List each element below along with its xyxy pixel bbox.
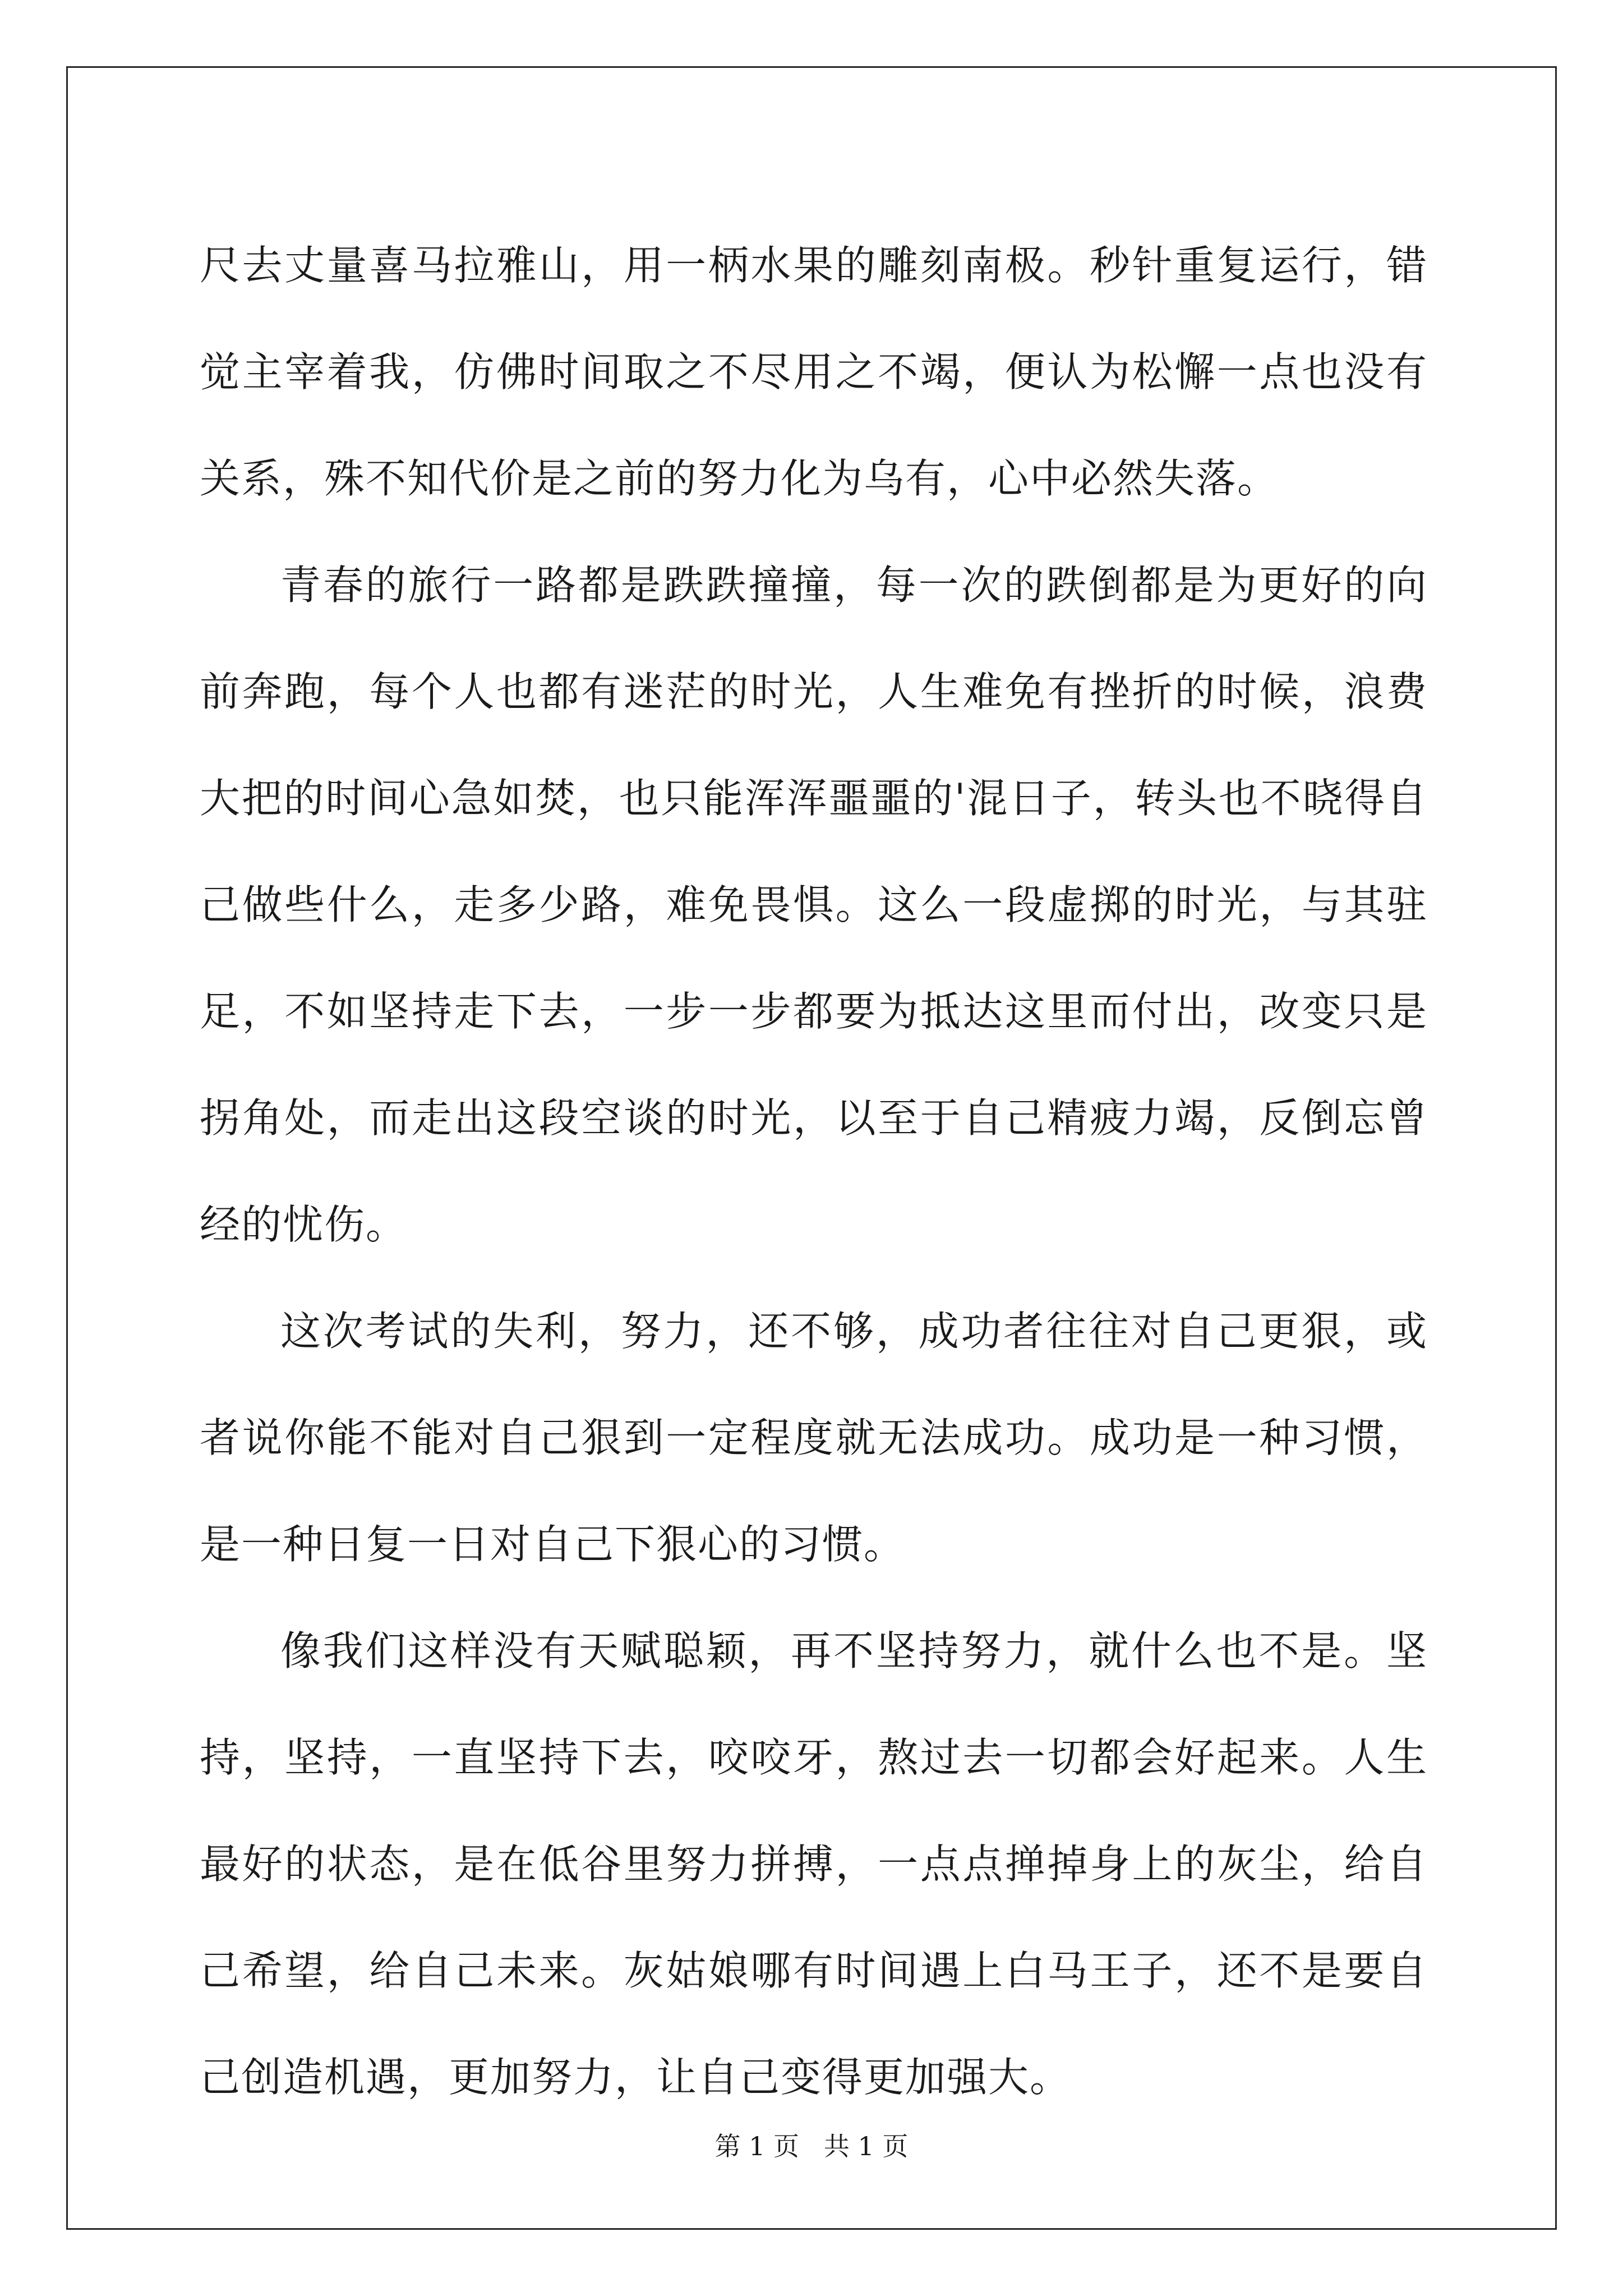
- page-number-footer: 第 1 页 共 1 页: [714, 2131, 909, 2161]
- document-body: [200, 212, 1428, 2131]
- paragraph-2: 青春的旅行一路都是跌跌撞撞，每一次的跌倒都是为更好的向前奔跑，每个人也都有迷茫的时光，人生难免有挫折的时候，浪费大把的时间心急如焚，也只能浑浑噩噩的'混日子，转头也不晓得自己做些什么，走多少路，难免畏惧。这么一段虚掷的时光，与其驻足，不如坚持走下去，一步一步都要为抵达这里而付出，改变只是拐角处，而走出这段空谈的时光，以至于自己精疲力竭，反倒忘曾经的忧伤。: [200, 562, 1428, 1248]
- paragraph-1: 尺去丈量喜马拉雅山，用一柄水果的雕刻南极。秒针重复运行，错觉主宰着我，仿佛时间取之不尽用之不竭，便认为松懈一点也没有关系，殊不知代价是之前的努力化为乌有，心中必然失落。: [200, 242, 1428, 502]
- paragraph-4: 像我们这样没有天赋聪颖，再不坚持努力，就什么也不是。坚持，坚持，一直坚持下去，咬咬牙，熬过去一切都会好起来。人生最好的状态，是在低谷里努力拼搏，一点点掸掉身上的灰尘，给自己希望，给自己未来。灰姑娘哪有时间遇上白马王子，还不是要自己创造机遇，更加努力，让自己变得更加强大。: [200, 1627, 1428, 2101]
- paragraph-3: 这次考试的失利，努力，还不够，成功者往往对自己更狠，或者说你能不能对自己狠到一定程度就无法成功。成功是一种习惯，是一种日复一日对自己下狠心的习惯。: [200, 1308, 1428, 1568]
